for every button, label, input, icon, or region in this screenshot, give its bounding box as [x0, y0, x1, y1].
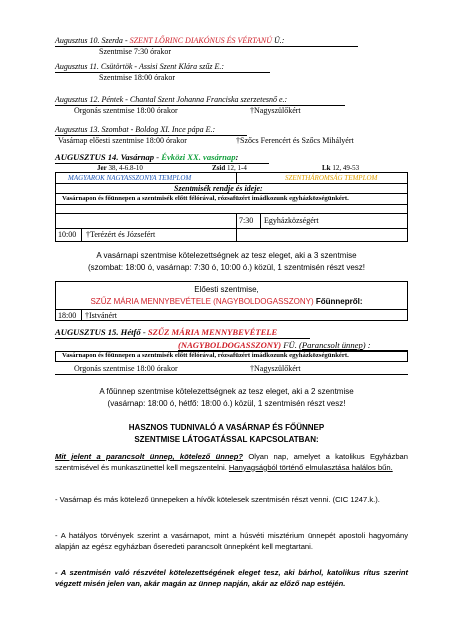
- eve-mass-feast-line: SZŰZ MÁRIA MENNYBEVÉTELE (NAGYBOLDOGASSZONY) Főünnepről:: [90, 297, 363, 306]
- day-aug11-heading: Augusztus 11. Csütörtök - Assisi Szent Klára szűz E.:: [55, 62, 225, 71]
- time-730: 7:30: [239, 216, 254, 225]
- eve-mass-title: Előesti szentmise,: [194, 285, 259, 294]
- date-aug12: Augusztus 12. Péntek: [55, 95, 124, 104]
- notice-feast-line2: (vasárnap: 18:00 ó, hétfő: 18:00 ó.) közül, 1 szentmisén részt vesz!: [107, 399, 346, 408]
- feast-aug15-line2: (NAGYBOLDOGASSZONY): [178, 340, 282, 350]
- mass-aug13: Vasárnap előesti szentmise 18:00 órakor: [58, 136, 187, 145]
- intention-aug15: †Nagyszülőkért: [250, 364, 301, 373]
- gospel: Lk 12, 49-53: [322, 164, 360, 172]
- date-aug13: Augusztus 13. Szombat: [55, 125, 129, 134]
- schedule-heading: Szentmisék rendje és ideje:: [174, 184, 263, 193]
- day-aug10-heading: Augusztus 10. Szerda - SZENT LŐRINC DIAKÓNUS ÉS VÉRTANÚ Ü.:: [55, 36, 285, 45]
- rosary-note-aug14: Vasárnapon és főünnepen a szentmisék előtt félórával, rózsafüzért imádkozunk egyházközségünkért.: [62, 195, 349, 202]
- mass-aug11: Szentmise 18:00 órakor: [99, 73, 175, 82]
- underline-aug10: [55, 46, 358, 47]
- info-paragraph-2: - Vasárnap és más kötelező ünnepeken a hívők kötelesek szentmisén részt venni. (CIC 1247.k.).: [55, 495, 380, 504]
- info-heading-2: SZENTMISE LÁTOGATÁSSAL KAPCSOLATBAN:: [134, 435, 319, 444]
- mass-aug10: Szentmise 7:30 órakor: [99, 47, 171, 56]
- intention-1000: †Terézért és Józsefért: [86, 230, 156, 239]
- intention-aug13: †Szőcs Ferencért és Szőcs Mihályért: [236, 136, 354, 145]
- info-sin-note: Hanyagságból történő elmulasztása halálos bűn.: [228, 462, 393, 472]
- info-question: Mit jelent a parancsolt ünnep, kötelező ünnep?: [55, 452, 244, 461]
- eve-time: 18:00: [58, 311, 77, 320]
- date-aug11: Augusztus 11. Csütörtök: [55, 62, 133, 71]
- day-aug14-heading: AUGUSZTUS 14. Vasárnap - Évközi XX. vasárnap:: [55, 152, 239, 162]
- intention-730: Egyházközségért: [264, 216, 319, 225]
- mass-aug15: Orgonás szentmise 18:00 órakor: [74, 364, 178, 373]
- intention-aug12: †Nagyszülőkért: [250, 106, 301, 115]
- feast-aug14: Évközi XX. vasárnap: [161, 152, 236, 162]
- mass-aug12: Orgonás szentmise 18:00 órakor: [74, 106, 178, 115]
- date-aug10: Augusztus 10. Szerda: [55, 36, 123, 45]
- info-paragraph-1: Mit jelent a parancsolt ünnep, kötelező ünnep? Olyan nap, amelyet a katolikus Egyházban szentmisével és munkaszünettel kell megszentelni. Hanyagságból történő elmulasztása halálos bűn.: [55, 452, 408, 472]
- info-heading-1: HASZNOS TUDNIVALÓ A VASÁRNAP ÉS FŐÜNNEP: [128, 423, 325, 432]
- eve-feast: SZŰZ MÁRIA MENNYBEVÉTELE (NAGYBOLDOGASSZONY): [90, 297, 314, 306]
- info-paragraph-3: - A hatályos törvények szerint a vasárnapot, mint a húsvéti misztérium ünnepét apostoli hagyomány alapján az egész egyházban őseredeti parancsolt ünnepként kell megtartani.: [55, 531, 408, 551]
- reading2: Zsid 12, 1-4: [212, 164, 247, 172]
- date-aug15: AUGUSZTUS 15. Hétfő: [55, 327, 141, 337]
- obligation-label: Parancsolt ünnep: [301, 340, 363, 350]
- day-aug12-heading: Augusztus 12. Péntek - Chantal Szent Johanna Franciska szerzetesnő e.:: [55, 95, 288, 104]
- notice-sunday-line1: A vasárnapi szentmise kötelezettségnek az tesz eleget, aki a 3 szentmise: [96, 251, 357, 260]
- day-aug13-heading: Augusztus 13. Szombat - Boldog XI. Ince pápa E.:: [55, 125, 216, 134]
- info-paragraph-4: - A szentmisén való részvétel kötelezettségének eleget tesz, aki bárhol, katolikus rítus szerint végzett misén jelen van, akár magán az ünnep napján, akár az előző nap estéjén.: [55, 568, 408, 588]
- date-aug14: AUGUSZTUS 14. Vasárnap: [55, 152, 155, 162]
- rosary-note-aug15: Vasárnapon és főünnepen a szentmisék előtt félórával, rózsafüzért imádkozunk egyházközségünkért.: [62, 352, 349, 359]
- day-aug15-heading-line2: (NAGYBOLDOGASSZONY) FÜ. (Parancsolt ünnep) :: [178, 340, 371, 350]
- church-szentharomsag: SZENTHÁROMSÁG TEMPLOM: [285, 174, 378, 182]
- reading1: Jer 38, 4-6.8-10: [97, 164, 143, 172]
- saint-aug10: SZENT LŐRINC DIAKÓNUS ÉS VÉRTANÚ: [129, 36, 272, 45]
- day-aug15-heading: AUGUSZTUS 15. Hétfő - SZŰZ MÁRIA MENNYBEVÉTELE: [55, 327, 278, 337]
- feast-aug15-line1: SZŰZ MÁRIA MENNYBEVÉTELE: [147, 327, 278, 337]
- eve-intention: †Istvánért: [85, 311, 117, 320]
- notice-feast-line1: A főünnep szentmise kötelezettségnek az tesz eleget, aki a 2 szentmise: [99, 387, 354, 396]
- notice-sunday-line2: (szombat: 18:00 ó, vasárnap: 7:30 ó, 10:00 ó.) közül, 1 szentmisén részt vesz!: [87, 263, 366, 272]
- church-magyarok: MAGYAROK NAGYASSZONYA TEMPLOM: [68, 174, 192, 182]
- time-1000: 10:00: [58, 230, 77, 239]
